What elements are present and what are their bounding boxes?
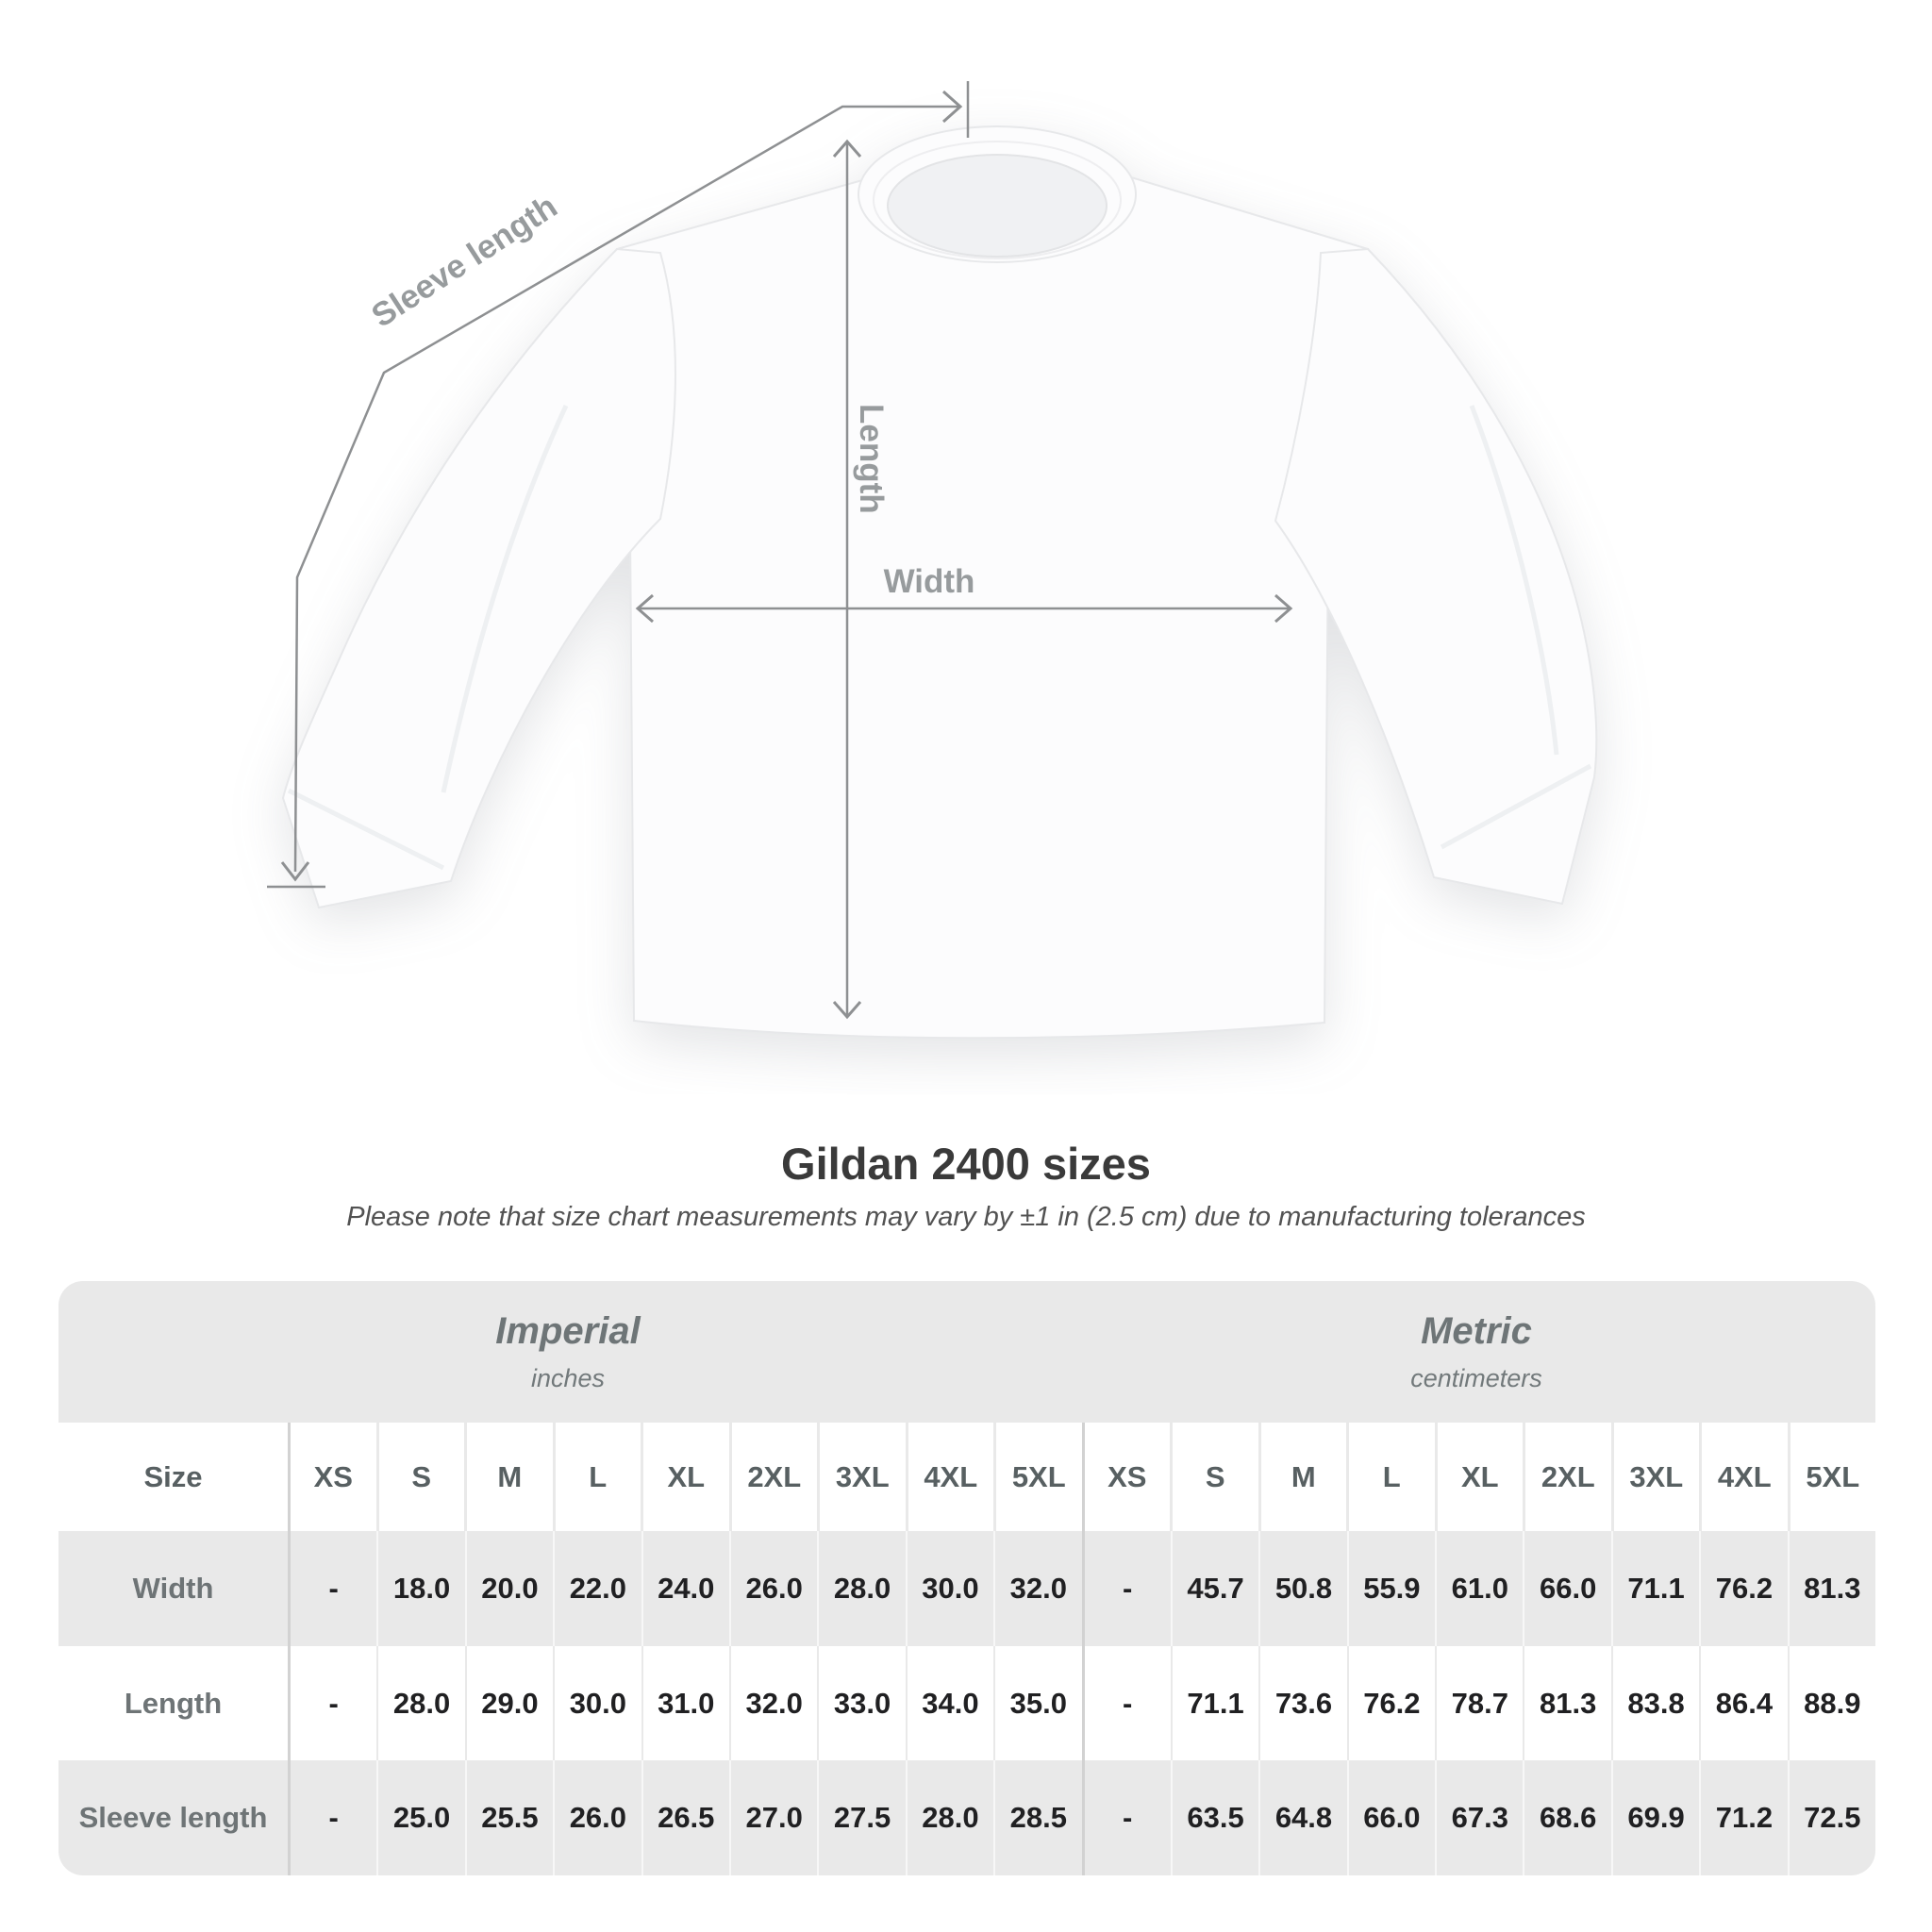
table-row-length: [58, 1646, 1875, 1761]
table-cell: 30.0: [553, 1646, 641, 1761]
table-cell: 28.0: [906, 1760, 993, 1875]
table-cell: 71.2: [1699, 1760, 1787, 1875]
metric-label: Metric: [1421, 1310, 1532, 1352]
col-header-imperial-s: S: [376, 1423, 465, 1531]
table-cell: 22.0: [553, 1531, 641, 1646]
table-cell: 86.4: [1699, 1646, 1787, 1761]
table-cell: 45.7: [1171, 1531, 1258, 1646]
table-cell: 26.0: [729, 1531, 817, 1646]
table-cell: 78.7: [1435, 1646, 1523, 1761]
size-table: [58, 1281, 1875, 1875]
col-header-imperial-xl: XL: [641, 1423, 729, 1531]
length-annotation-label: Length: [853, 404, 890, 514]
table-cell: 20.0: [465, 1531, 553, 1646]
table-row-sleeve-length: [58, 1760, 1875, 1875]
table-cell: 63.5: [1171, 1760, 1258, 1875]
table-cell: 24.0: [641, 1531, 729, 1646]
table-cell: 72.5: [1788, 1760, 1875, 1875]
table-cell: 27.0: [729, 1760, 817, 1875]
table-cell: 64.8: [1258, 1760, 1346, 1875]
table-cell: 28.5: [993, 1760, 1081, 1875]
shirt-body: [613, 174, 1368, 1038]
table-cell: 81.3: [1788, 1531, 1875, 1646]
table-cell: 28.0: [376, 1646, 464, 1761]
col-header-metric-l: L: [1346, 1423, 1435, 1531]
table-cell: 61.0: [1435, 1531, 1523, 1646]
table-cell: 27.5: [817, 1760, 905, 1875]
page-title: Gildan 2400 sizes: [781, 1139, 1151, 1189]
col-header-imperial-4xl: 4XL: [906, 1423, 994, 1531]
imperial-group: [58, 1281, 1077, 1423]
table-cell: 66.0: [1347, 1760, 1435, 1875]
table-cell: -: [288, 1760, 376, 1875]
row-label: Length: [124, 1686, 223, 1720]
table-cell: 68.6: [1523, 1760, 1610, 1875]
metric-group: [1077, 1281, 1875, 1423]
col-header-metric-4xl: 4XL: [1699, 1423, 1788, 1531]
col-header-imperial-2xl: 2XL: [729, 1423, 818, 1531]
table-cell: -: [288, 1531, 376, 1646]
collar-opening: [888, 155, 1107, 257]
table-cell: 76.2: [1699, 1531, 1787, 1646]
col-header-metric-xl: XL: [1435, 1423, 1524, 1531]
row-label: Sleeve length: [78, 1801, 268, 1835]
table-cell: 18.0: [376, 1531, 464, 1646]
table-cell: -: [1082, 1531, 1171, 1646]
table-cell: 67.3: [1435, 1760, 1523, 1875]
table-cell: 29.0: [465, 1646, 553, 1761]
row-label: Width: [132, 1571, 214, 1605]
shirt-left-sleeve: [283, 249, 675, 908]
table-cell: 26.0: [553, 1760, 641, 1875]
col-header-imperial-3xl: 3XL: [817, 1423, 906, 1531]
table-row-width: [58, 1531, 1875, 1646]
col-header-metric-2xl: 2XL: [1523, 1423, 1611, 1531]
table-cell: 83.8: [1611, 1646, 1699, 1761]
col-header-imperial-xs: XS: [288, 1423, 376, 1531]
table-cell: 50.8: [1258, 1531, 1346, 1646]
table-header-row: [58, 1423, 1875, 1531]
col-header-metric-5xl: 5XL: [1788, 1423, 1876, 1531]
col-header-metric-m: M: [1258, 1423, 1347, 1531]
size-column-header: Size: [143, 1459, 203, 1493]
table-cell: 30.0: [906, 1531, 993, 1646]
col-header-metric-xs: XS: [1082, 1423, 1171, 1531]
col-header-imperial-l: L: [553, 1423, 641, 1531]
table-cell: 31.0: [641, 1646, 729, 1761]
table-cell: 88.9: [1788, 1646, 1875, 1761]
table-cell: 66.0: [1523, 1531, 1610, 1646]
table-cell: 34.0: [906, 1646, 993, 1761]
table-cell: -: [1082, 1760, 1171, 1875]
table-cell: 32.0: [729, 1646, 817, 1761]
table-cell: 71.1: [1611, 1531, 1699, 1646]
table-cell: -: [288, 1646, 376, 1761]
table-cell: 32.0: [993, 1531, 1081, 1646]
tolerance-note: Please note that size chart measurements may vary by ±1 in (2.5 cm) due to manufacturing tolerances: [346, 1202, 1586, 1232]
table-cell: 71.1: [1171, 1646, 1258, 1761]
imperial-unit: inches: [530, 1364, 606, 1392]
table-cell: 26.5: [641, 1760, 729, 1875]
table-cell: 25.0: [376, 1760, 464, 1875]
table-cell: 81.3: [1523, 1646, 1610, 1761]
col-header-imperial-5xl: 5XL: [993, 1423, 1082, 1531]
table-cell: 33.0: [817, 1646, 905, 1761]
imperial-label: Imperial: [495, 1310, 641, 1352]
width-annotation-label: Width: [883, 563, 975, 600]
table-cell: 73.6: [1258, 1646, 1346, 1761]
table-cell: 35.0: [993, 1646, 1081, 1761]
sleeve-length-annotation-label: Sleeve length: [365, 188, 564, 335]
table-cell: 28.0: [817, 1531, 905, 1646]
col-header-metric-s: S: [1170, 1423, 1258, 1531]
table-cell: 69.9: [1611, 1760, 1699, 1875]
unit-group-header: [58, 1281, 1875, 1423]
metric-unit: centimeters: [1410, 1364, 1542, 1392]
table-body: [58, 1531, 1875, 1875]
col-header-imperial-m: M: [464, 1423, 553, 1531]
col-header-metric-3xl: 3XL: [1611, 1423, 1700, 1531]
table-cell: 25.5: [465, 1760, 553, 1875]
table-cell: -: [1082, 1646, 1171, 1761]
table-cell: 55.9: [1347, 1531, 1435, 1646]
table-cell: 76.2: [1347, 1646, 1435, 1761]
